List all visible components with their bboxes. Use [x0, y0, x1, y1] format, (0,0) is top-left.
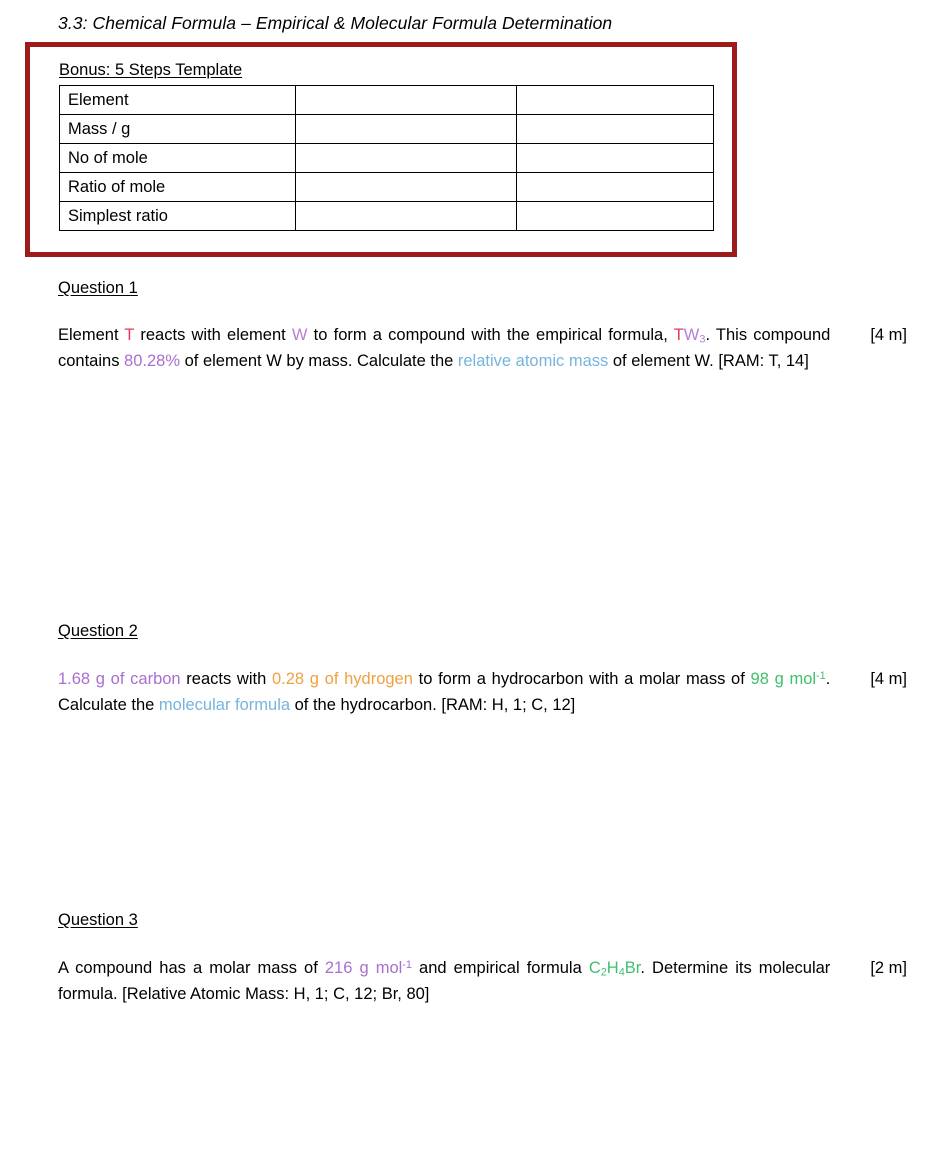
row-label-ratio-of-mole: Ratio of mole: [60, 173, 296, 202]
q2-molar-mass-exponent: -1: [816, 670, 826, 683]
q3-molar-mass: [325, 959, 412, 977]
row-label-mass: Mass / g: [60, 115, 296, 144]
q2-text-3: . Calculate the: [58, 670, 831, 714]
question-2-body: [58, 666, 907, 718]
q1-percent-value: 80.28%: [124, 352, 181, 370]
q2-text-1: reacts with: [180, 670, 272, 688]
q1-empirical-formula: [674, 326, 706, 344]
row-label-simplest-ratio: Simplest ratio: [60, 202, 296, 231]
table-row: [60, 173, 714, 202]
q2-carbon-mass: 1.68 g of carbon: [58, 670, 181, 688]
question-2-marks: [4 m]: [870, 670, 907, 688]
q1-symbol-t: T: [124, 326, 135, 344]
q1-text-5: of element W by mass. Calculate the: [180, 352, 458, 370]
five-steps-template-table: [59, 85, 714, 231]
cell-mass-2[interactable]: [517, 115, 714, 144]
q2-molar-mass: [751, 670, 826, 688]
q3-text-2: and empirical formula: [411, 959, 589, 977]
q3-formula-h: H: [606, 959, 619, 977]
question-1-heading: Question 1: [58, 279, 138, 297]
question-3-body: [58, 955, 907, 1007]
q3-text-3: . Determine its molecular formula. [Relative Atomic Mass: H, 1; C, 12; Br, 80]: [58, 959, 831, 1003]
q1-formula-subscript: 3: [699, 333, 706, 346]
q3-molar-mass-exponent: -1: [402, 959, 412, 972]
question-1-body: [58, 322, 907, 374]
q1-text-3: to form a compound with the empirical formula,: [307, 326, 674, 344]
page-title: 3.3: Chemical Formula – Empirical & Molecular Formula Determination: [58, 13, 613, 33]
table-row: [60, 202, 714, 231]
table-row: [60, 115, 714, 144]
question-3-marks: [2 m]: [870, 959, 907, 977]
q2-text-2: to form a hydrocarbon with a molar mass of: [412, 670, 751, 688]
q2-text-4: of the hydrocarbon. [RAM: H, 1; C, 12]: [290, 696, 576, 714]
q3-text-1: A compound has a molar mass of: [58, 959, 325, 977]
row-label-no-of-mole: No of mole: [60, 144, 296, 173]
question-2-heading: Question 2: [58, 622, 138, 640]
q1-formula-w: W: [683, 326, 700, 344]
q1-formula-t: T: [673, 326, 684, 344]
cell-simplest-ratio-2[interactable]: [517, 202, 714, 231]
bonus-title: Bonus: 5 Steps Template: [59, 61, 243, 79]
cell-ratio-of-mole-2[interactable]: [517, 173, 714, 202]
q3-formula-c-subscript: 2: [600, 966, 607, 979]
q1-text-4: . This compound contains: [58, 326, 831, 370]
q2-molar-mass-value: 98 g mol: [750, 670, 817, 688]
q1-text-6: of element W. [RAM: T, 14]: [608, 352, 809, 370]
q1-text-1: Element: [58, 326, 125, 344]
q3-formula-br: Br: [624, 959, 641, 977]
q3-molar-mass-value: 216 g mol: [324, 959, 403, 977]
question-1-marks: [4 m]: [870, 326, 907, 344]
table-row: [60, 86, 714, 115]
q1-text-2: reacts with element: [134, 326, 292, 344]
q3-formula-c: C: [588, 959, 601, 977]
row-label-element: Element: [60, 86, 296, 115]
question-3-heading: Question 3: [58, 911, 138, 929]
cell-ratio-of-mole-1[interactable]: [296, 173, 517, 202]
cell-mass-1[interactable]: [296, 115, 517, 144]
q3-formula-h-subscript: 4: [618, 966, 625, 979]
cell-simplest-ratio-1[interactable]: [296, 202, 517, 231]
q1-symbol-w: W: [291, 326, 308, 344]
q3-empirical-formula: [589, 959, 641, 977]
q2-highlight-molecular-formula: molecular formula: [158, 696, 291, 714]
cell-element-2[interactable]: [517, 86, 714, 115]
q2-hydrogen-mass: 0.28 g of hydrogen: [271, 670, 413, 688]
cell-element-1[interactable]: [296, 86, 517, 115]
cell-no-of-mole-2[interactable]: [517, 144, 714, 173]
cell-no-of-mole-1[interactable]: [296, 144, 517, 173]
q1-highlight-relative-atomic-mass: relative atomic mass: [457, 352, 609, 370]
table-row: [60, 144, 714, 173]
